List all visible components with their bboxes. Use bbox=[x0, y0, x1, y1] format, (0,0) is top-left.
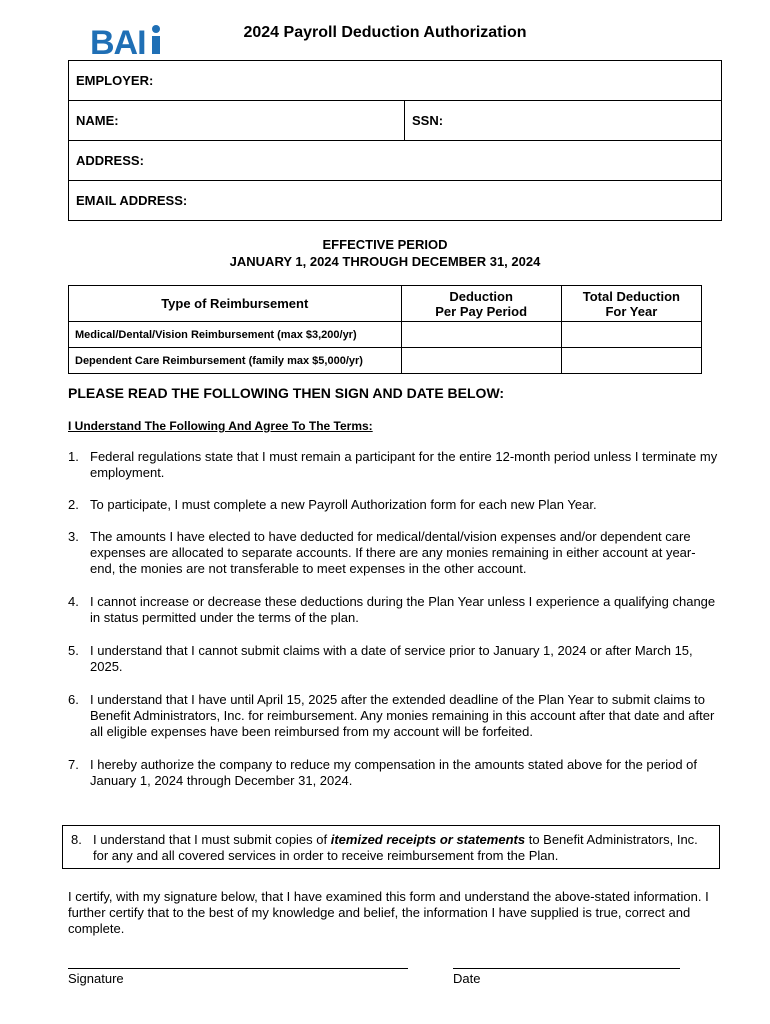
term-8-text bbox=[71, 832, 715, 864]
medical-total-cell[interactable] bbox=[561, 322, 701, 348]
form-title: 2024 Payroll Deduction Authorization bbox=[243, 24, 527, 41]
ssn-label: SSN: bbox=[412, 113, 444, 128]
understand-heading: I Understand The Following And Agree To The Terms: bbox=[68, 419, 373, 433]
list-item bbox=[68, 529, 720, 577]
col-total-line2: For Year bbox=[605, 303, 658, 319]
terms-list bbox=[68, 449, 720, 789]
term-number: 2. bbox=[68, 497, 79, 512]
list-item bbox=[68, 692, 720, 740]
medical-per-pay-cell[interactable] bbox=[401, 322, 561, 348]
ssn-field[interactable] bbox=[405, 101, 443, 140]
term-number: 5. bbox=[68, 643, 79, 658]
effective-period bbox=[0, 236, 770, 270]
deduction-table bbox=[68, 285, 702, 374]
col-per-pay-header bbox=[401, 286, 561, 322]
row-medical-type: Medical/Dental/Vision Reimbursement (max $3,200/yr) bbox=[69, 322, 402, 348]
term-number: 1. bbox=[68, 449, 79, 464]
term-number: 4. bbox=[68, 594, 79, 609]
date-label: Date bbox=[453, 971, 481, 986]
name-label: NAME: bbox=[76, 113, 119, 128]
signature-label: Signature bbox=[68, 971, 124, 986]
term-8-emphasis: itemized receipts or statements bbox=[330, 832, 526, 847]
term-8-before: I understand that I must submit copies of bbox=[93, 832, 331, 847]
term-text: To participate, I must complete a new Payroll Authorization form for each new Plan Year. bbox=[90, 497, 597, 512]
term-text: The amounts I have elected to have deducted for medical/dental/vision expenses and/or dependent care expenses are allocated to separate accounts. If there are any monies remaining in either account at year-end, the monies are not transferable to meet expenses in the other account. bbox=[90, 529, 696, 576]
list-item bbox=[68, 594, 720, 626]
effective-period-heading: EFFECTIVE PERIOD bbox=[322, 237, 448, 252]
address-label: ADDRESS: bbox=[76, 153, 144, 168]
logo-text: BAI bbox=[90, 24, 146, 58]
name-field[interactable] bbox=[69, 101, 405, 140]
col-type-header: Type of Reimbursement bbox=[69, 286, 402, 322]
read-heading: PLEASE READ THE FOLLOWING THEN SIGN AND DATE BELOW: bbox=[68, 385, 505, 401]
term-text: I cannot increase or decrease these deductions during the Plan Year unless I experience a qualifying change in status permitted under the terms of the plan. bbox=[90, 594, 716, 625]
signature-line[interactable] bbox=[68, 968, 408, 969]
term-text: I hereby authorize the company to reduce my compensation in the amounts stated above for the period of January 1, 2024 through December 31, 2024. bbox=[90, 757, 698, 788]
term-8-box bbox=[62, 825, 720, 869]
effective-period-range: JANUARY 1, 2024 THROUGH DECEMBER 31, 2024 bbox=[229, 254, 541, 269]
col-total-header bbox=[561, 286, 701, 322]
row-dependent-type: Dependent Care Reimbursement (family max $5,000/yr) bbox=[69, 348, 402, 374]
email-label: EMAIL ADDRESS: bbox=[76, 193, 188, 208]
term-text: I understand that I have until April 15, 2025 after the extended deadline of the Plan Year to submit claims to Benefit Administrators, Inc. for reimbursement. Any monies remaining in this account after that date and after all eligible expenses have been reimbursed from my account will be forfeited. bbox=[90, 692, 715, 739]
term-text: Federal regulations state that I must remain a participant for the entire 12-month period unless I terminate my employment. bbox=[90, 449, 718, 480]
email-row[interactable] bbox=[69, 181, 721, 220]
list-item bbox=[68, 497, 720, 513]
col-per-pay-line1: Deduction bbox=[449, 288, 513, 304]
employer-row[interactable] bbox=[69, 61, 721, 101]
col-total-line1: Total Deduction bbox=[582, 288, 681, 304]
address-row[interactable] bbox=[69, 141, 721, 181]
term-8-after: to Benefit Administrators, Inc. for any and all covered services in order to receive reimbursement from the Plan. bbox=[93, 832, 698, 863]
term-number: 3. bbox=[68, 529, 79, 544]
name-ssn-row bbox=[69, 101, 721, 141]
table-row bbox=[69, 322, 702, 348]
term-number: 6. bbox=[68, 692, 79, 707]
table-row bbox=[69, 348, 702, 374]
certification-statement: I certify, with my signature below, that I have examined this form and understand the above-stated information. I further certify that to the best of my knowledge and belief, the information I have supplied is true, correct and complete. bbox=[68, 889, 709, 936]
employer-label: EMPLOYER: bbox=[76, 73, 154, 88]
term-number: 7. bbox=[68, 757, 79, 772]
deduction-table-header bbox=[69, 286, 702, 322]
employee-info-box bbox=[68, 60, 722, 221]
dependent-total-cell[interactable] bbox=[561, 348, 701, 374]
list-item bbox=[68, 757, 720, 789]
list-item bbox=[68, 449, 720, 481]
dependent-per-pay-cell[interactable] bbox=[401, 348, 561, 374]
term-text: I understand that I cannot submit claims with a date of service prior to January 1, 2024 or after March 15, 2025. bbox=[90, 643, 693, 674]
list-item bbox=[68, 643, 720, 675]
date-line[interactable] bbox=[453, 968, 680, 969]
term-number: 8. bbox=[71, 832, 82, 847]
col-per-pay-line2: Per Pay Period bbox=[435, 303, 528, 319]
